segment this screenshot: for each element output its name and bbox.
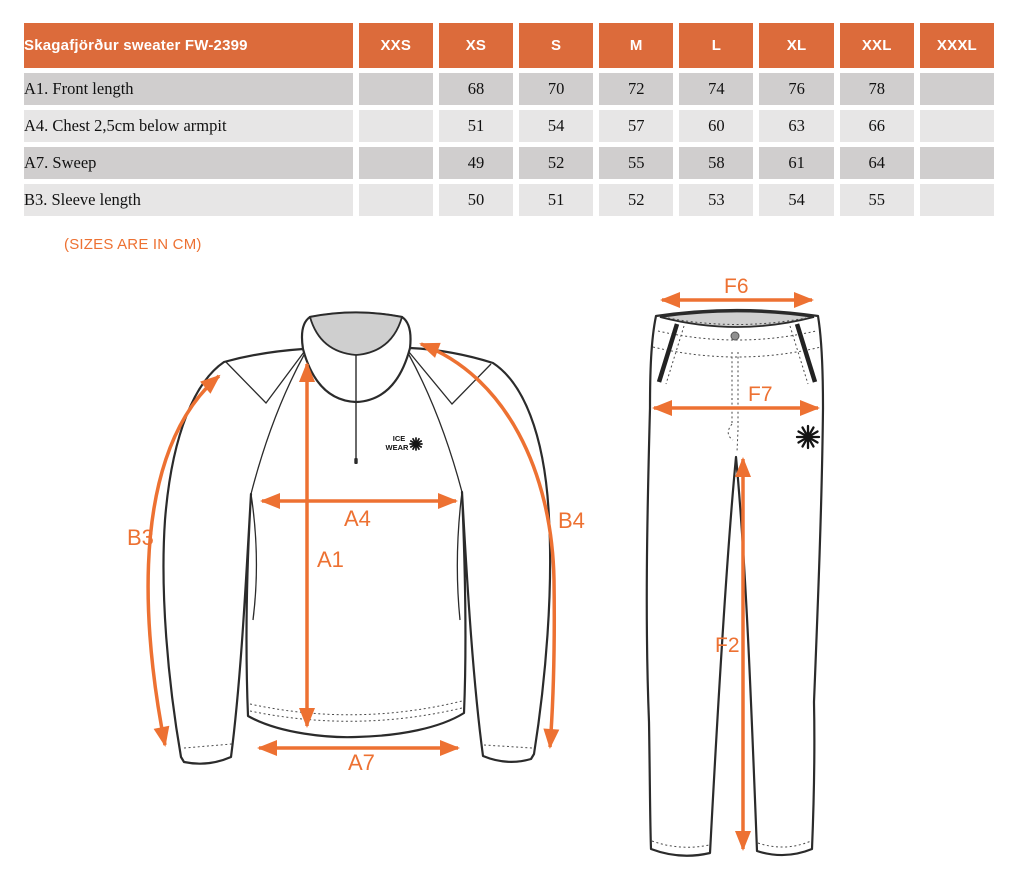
size-table-body (24, 73, 994, 216)
size-value-cell: 55 (840, 184, 914, 216)
table-row (24, 147, 994, 179)
pants-diagram (647, 275, 823, 856)
size-value-cell (920, 110, 994, 142)
size-value-cell: 68 (439, 73, 513, 105)
size-value-cell: 60 (679, 110, 753, 142)
brand-logo-line2: WEAR (385, 443, 409, 452)
size-value-cell: 52 (519, 147, 593, 179)
size-column-header: XXS (359, 23, 433, 68)
b4-label: B4 (558, 508, 585, 533)
sweater-body-outline (163, 348, 550, 764)
size-value-cell: 72 (599, 73, 673, 105)
size-value-cell: 66 (840, 110, 914, 142)
size-value-cell: 70 (519, 73, 593, 105)
size-value-cell: 64 (840, 147, 914, 179)
size-value-cell (920, 184, 994, 216)
sweater-diagram (127, 313, 585, 776)
table-row (24, 73, 994, 105)
size-value-cell: 52 (599, 184, 673, 216)
product-title: Skagafjörður sweater FW-2399 (24, 23, 353, 68)
size-column-header: XS (439, 23, 513, 68)
size-value-cell: 63 (759, 110, 833, 142)
f2-label: F2 (715, 634, 740, 657)
size-value-cell: 54 (759, 184, 833, 216)
size-value-cell: 78 (840, 73, 914, 105)
size-value-cell (359, 184, 433, 216)
zipper-pull (354, 458, 357, 464)
a7-label: A7 (348, 750, 375, 775)
size-value-cell: 57 (599, 110, 673, 142)
measurement-label: A7. Sweep (24, 147, 353, 179)
size-value-cell (359, 110, 433, 142)
size-column-header: M (599, 23, 673, 68)
table-row (24, 184, 994, 216)
size-table (18, 18, 1000, 221)
brand-logo-line1: ICE (392, 434, 406, 443)
b3-label: B3 (127, 525, 154, 550)
size-value-cell: 76 (759, 73, 833, 105)
waist-button (731, 332, 739, 340)
measurement-label: A1. Front length (24, 73, 353, 105)
a4-label: A4 (344, 506, 371, 531)
f7-label: F7 (748, 383, 773, 406)
size-value-cell: 55 (599, 147, 673, 179)
size-value-cell: 51 (519, 184, 593, 216)
pants-outline (647, 310, 823, 856)
size-value-cell: 58 (679, 147, 753, 179)
size-value-cell (920, 73, 994, 105)
size-column-header: XL (759, 23, 833, 68)
size-value-cell: 74 (679, 73, 753, 105)
garment-diagrams (0, 270, 1028, 887)
size-column-header: XXXL (920, 23, 994, 68)
size-table-head-row (24, 23, 994, 68)
measurement-label: A4. Chest 2,5cm below armpit (24, 110, 353, 142)
size-value-cell: 49 (439, 147, 513, 179)
size-value-cell: 50 (439, 184, 513, 216)
size-value-cell: 61 (759, 147, 833, 179)
f6-label: F6 (724, 275, 749, 298)
size-value-cell (920, 147, 994, 179)
table-row (24, 110, 994, 142)
size-value-cell: 53 (679, 184, 753, 216)
a1-label: A1 (317, 547, 344, 572)
size-value-cell (359, 147, 433, 179)
size-column-header: L (679, 23, 753, 68)
size-value-cell (359, 73, 433, 105)
measurement-label: B3. Sleeve length (24, 184, 353, 216)
size-value-cell: 51 (439, 110, 513, 142)
size-value-cell: 54 (519, 110, 593, 142)
size-column-header: S (519, 23, 593, 68)
sizes-unit-note: (SIZES ARE IN CM) (64, 236, 202, 253)
size-column-header: XXL (840, 23, 914, 68)
